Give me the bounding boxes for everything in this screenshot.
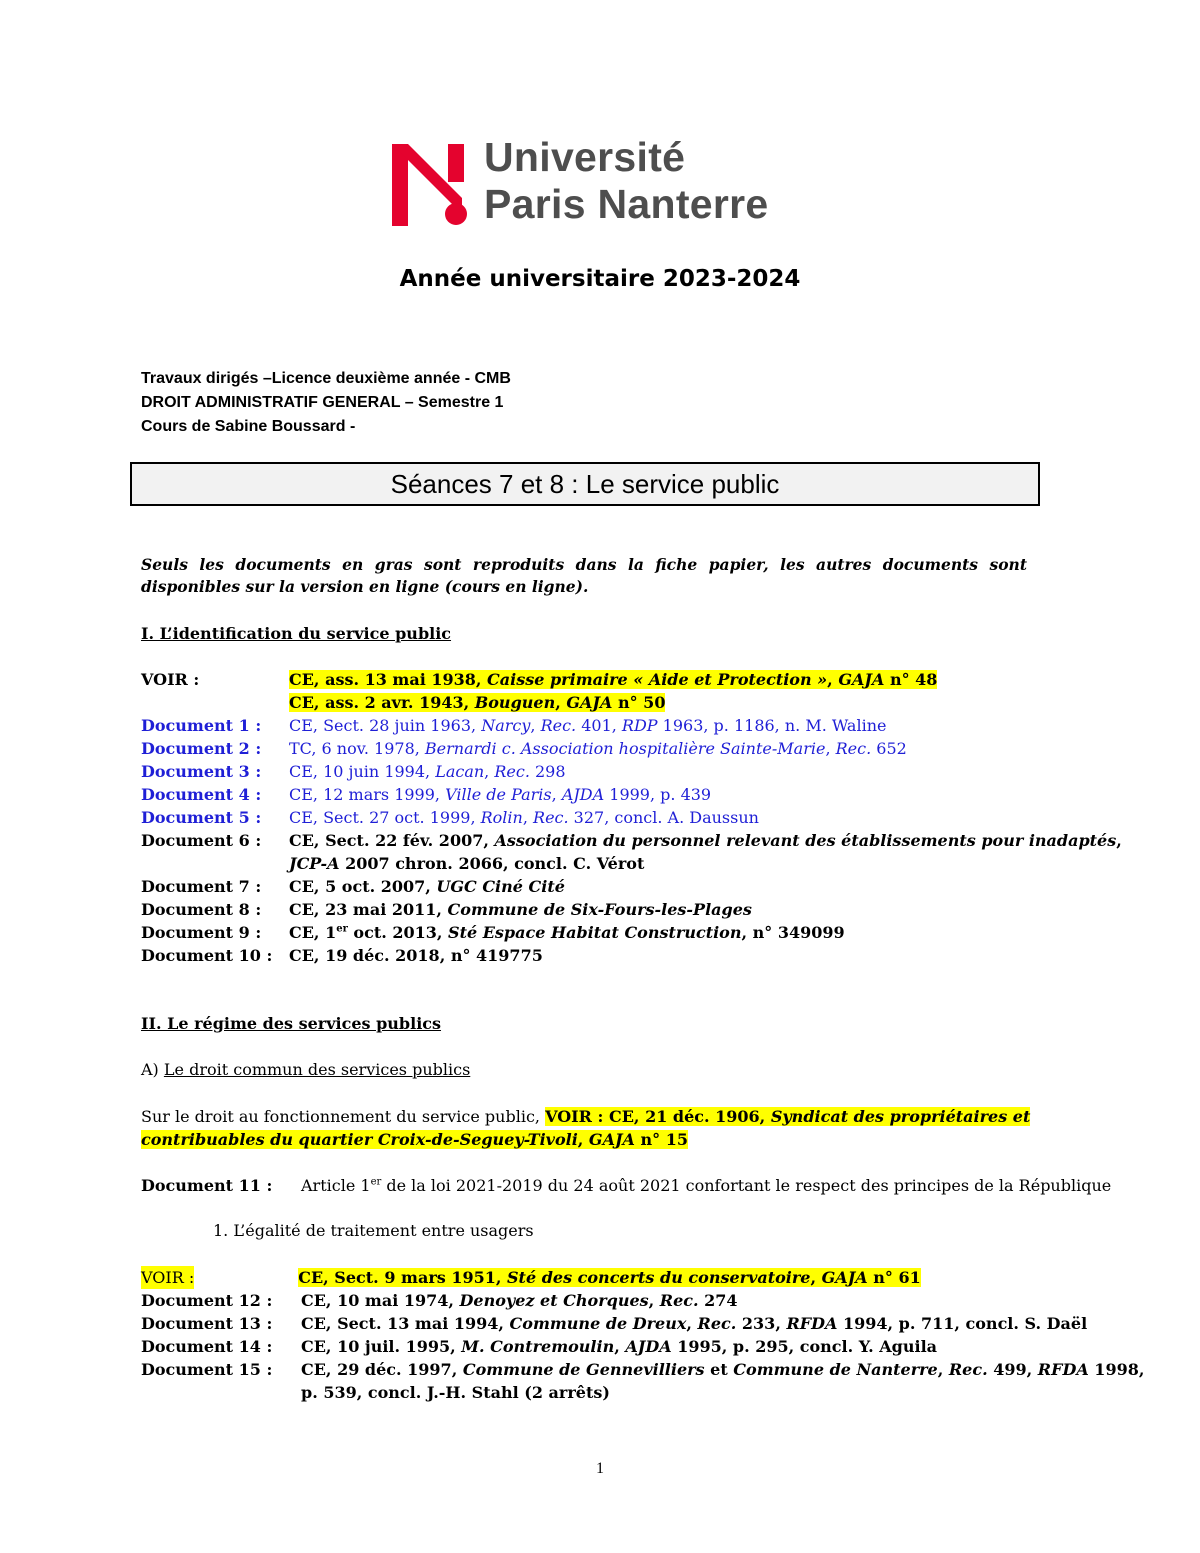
course-meta xyxy=(141,367,511,439)
voir-intro-paragraph: Sur le droit au fonctionnement du service public, VOIR : CE, 21 déc. 1906, Syndicat des propriétaires et contribuables du quartier Croix-de-Seguey-Tivoli, GAJA n° 15 xyxy=(141,1107,1031,1149)
subsection-a-title: A) Le droit commun des services publics xyxy=(141,1060,471,1079)
university-logo-text xyxy=(484,134,769,228)
document-label: Document 6 : xyxy=(141,831,262,850)
session-title-banner: Séances 7 et 8 : Le service public xyxy=(130,462,1040,506)
meta-line-1: Travaux dirigés –Licence deuxième année - CMB xyxy=(141,370,511,387)
voir-ref-1: CE, ass. 13 mai 1938, Caisse primaire « Aide et Protection », GAJA n° 48 xyxy=(289,670,938,689)
academic-year: Année universitaire 2023-2024 xyxy=(399,266,801,292)
voir-ref-3: CE, Sect. 9 mars 1951, Sté des concerts du conservatoire, GAJA n° 61 xyxy=(298,1268,921,1287)
document-5[interactable]: Document 5 : CE, Sect. 27 oct. 1999, Rolin, Rec. 327, concl. A. Daussun xyxy=(141,808,759,827)
document-6: Document 6 : CE, Sect. 22 fév. 2007, Association du personnel relevant des établissements pour inadaptés, xyxy=(141,831,1122,850)
voir-label: VOIR : xyxy=(141,670,200,689)
document-label: Document 15 : xyxy=(141,1360,273,1379)
document-label: Document 9 : xyxy=(141,923,262,942)
meta-line-2: DROIT ADMINISTRATIF GENERAL – Semestre 1 xyxy=(141,394,504,411)
document-label: Document 11 : xyxy=(141,1176,273,1195)
document-11: Document 11 : Article 1er de la loi 2021-2019 du 24 août 2021 confortant le respect des principes de la République xyxy=(141,1176,1112,1195)
page-number: 1 xyxy=(596,1460,604,1477)
voir-row-3 xyxy=(141,1266,921,1289)
document-12: Document 12 : CE, 10 mai 1974, Denoyez et Chorques, Rec. 274 xyxy=(141,1291,738,1310)
document-13: Document 13 : CE, Sect. 13 mai 1994, Commune de Dreux, Rec. 233, RFDA 1994, p. 711, concl. S. Daël xyxy=(141,1314,1088,1333)
document-6-continued: JCP-A 2007 chron. 2066, concl. C. Vérot xyxy=(289,854,645,873)
university-logo-icon xyxy=(388,142,474,230)
document-9: Document 9 : CE, 1er oct. 2013, Sté Espace Habitat Construction, n° 349099 xyxy=(141,923,845,942)
document-4[interactable]: Document 4 : CE, 12 mars 1999, Ville de Paris, AJDA 1999, p. 439 xyxy=(141,785,712,804)
document-label: Document 12 : xyxy=(141,1291,273,1310)
voir-label-2: VOIR : xyxy=(141,1268,195,1287)
logo-line-2: Paris Nanterre xyxy=(484,181,769,227)
document-label: Document 4 : xyxy=(141,785,262,804)
document-3[interactable]: Document 3 : CE, 10 juin 1994, Lacan, Rec. 298 xyxy=(141,762,566,781)
document-label: Document 8 : xyxy=(141,900,262,919)
voir-row-2 xyxy=(289,691,665,714)
document-label: Document 2 : xyxy=(141,739,262,758)
subsection-1-title: 1. L’égalité de traitement entre usagers xyxy=(213,1221,534,1240)
document-label: Document 10 : xyxy=(141,946,273,965)
intro-note: Seuls les documents en gras sont reproduits dans la fiche papier, les autres documents sont disponibles sur la version en ligne (cours en ligne). xyxy=(141,555,1027,596)
document-1[interactable]: Document 1 : CE, Sect. 28 juin 1963, Narcy, Rec. 401, RDP 1963, p. 1186, n. M. Waline xyxy=(141,716,887,735)
section-1-title: I. L’identification du service public xyxy=(141,624,452,643)
document-label: Document 3 : xyxy=(141,762,262,781)
meta-line-3: Cours de Sabine Boussard - xyxy=(141,418,356,435)
document-15-continued: p. 539, concl. J.-H. Stahl (2 arrêts) xyxy=(301,1383,610,1402)
document-8: Document 8 : CE, 23 mai 2011, Commune de Six-Fours-les-Plages xyxy=(141,900,752,919)
document-10: Document 10 : CE, 19 déc. 2018, n° 419775 xyxy=(141,946,543,965)
document-label: Document 14 : xyxy=(141,1337,273,1356)
section-2-title: II. Le régime des services publics xyxy=(141,1014,442,1033)
document-14: Document 14 : CE, 10 juil. 1995, M. Contremoulin, AJDA 1995, p. 295, concl. Y. Aguila xyxy=(141,1337,938,1356)
document-label: Document 13 : xyxy=(141,1314,273,1333)
voir-row-1 xyxy=(141,668,937,691)
document-7: Document 7 : CE, 5 oct. 2007, UGC Ciné Cité xyxy=(141,877,565,896)
document-2[interactable]: Document 2 : TC, 6 nov. 1978, Bernardi c. Association hospitalière Sainte-Marie, Rec. 652 xyxy=(141,739,907,758)
logo-line-1: Université xyxy=(484,134,686,180)
document-label: Document 5 : xyxy=(141,808,262,827)
document-15: Document 15 : CE, 29 déc. 1997, Commune de Gennevilliers et Commune de Nanterre, Rec. 499, RFDA 1998, xyxy=(141,1360,1145,1379)
voir-ref-2: CE, ass. 2 avr. 1943, Bouguen, GAJA n° 50 xyxy=(289,693,666,712)
document-label: Document 1 : xyxy=(141,716,262,735)
document-label: Document 7 : xyxy=(141,877,262,896)
